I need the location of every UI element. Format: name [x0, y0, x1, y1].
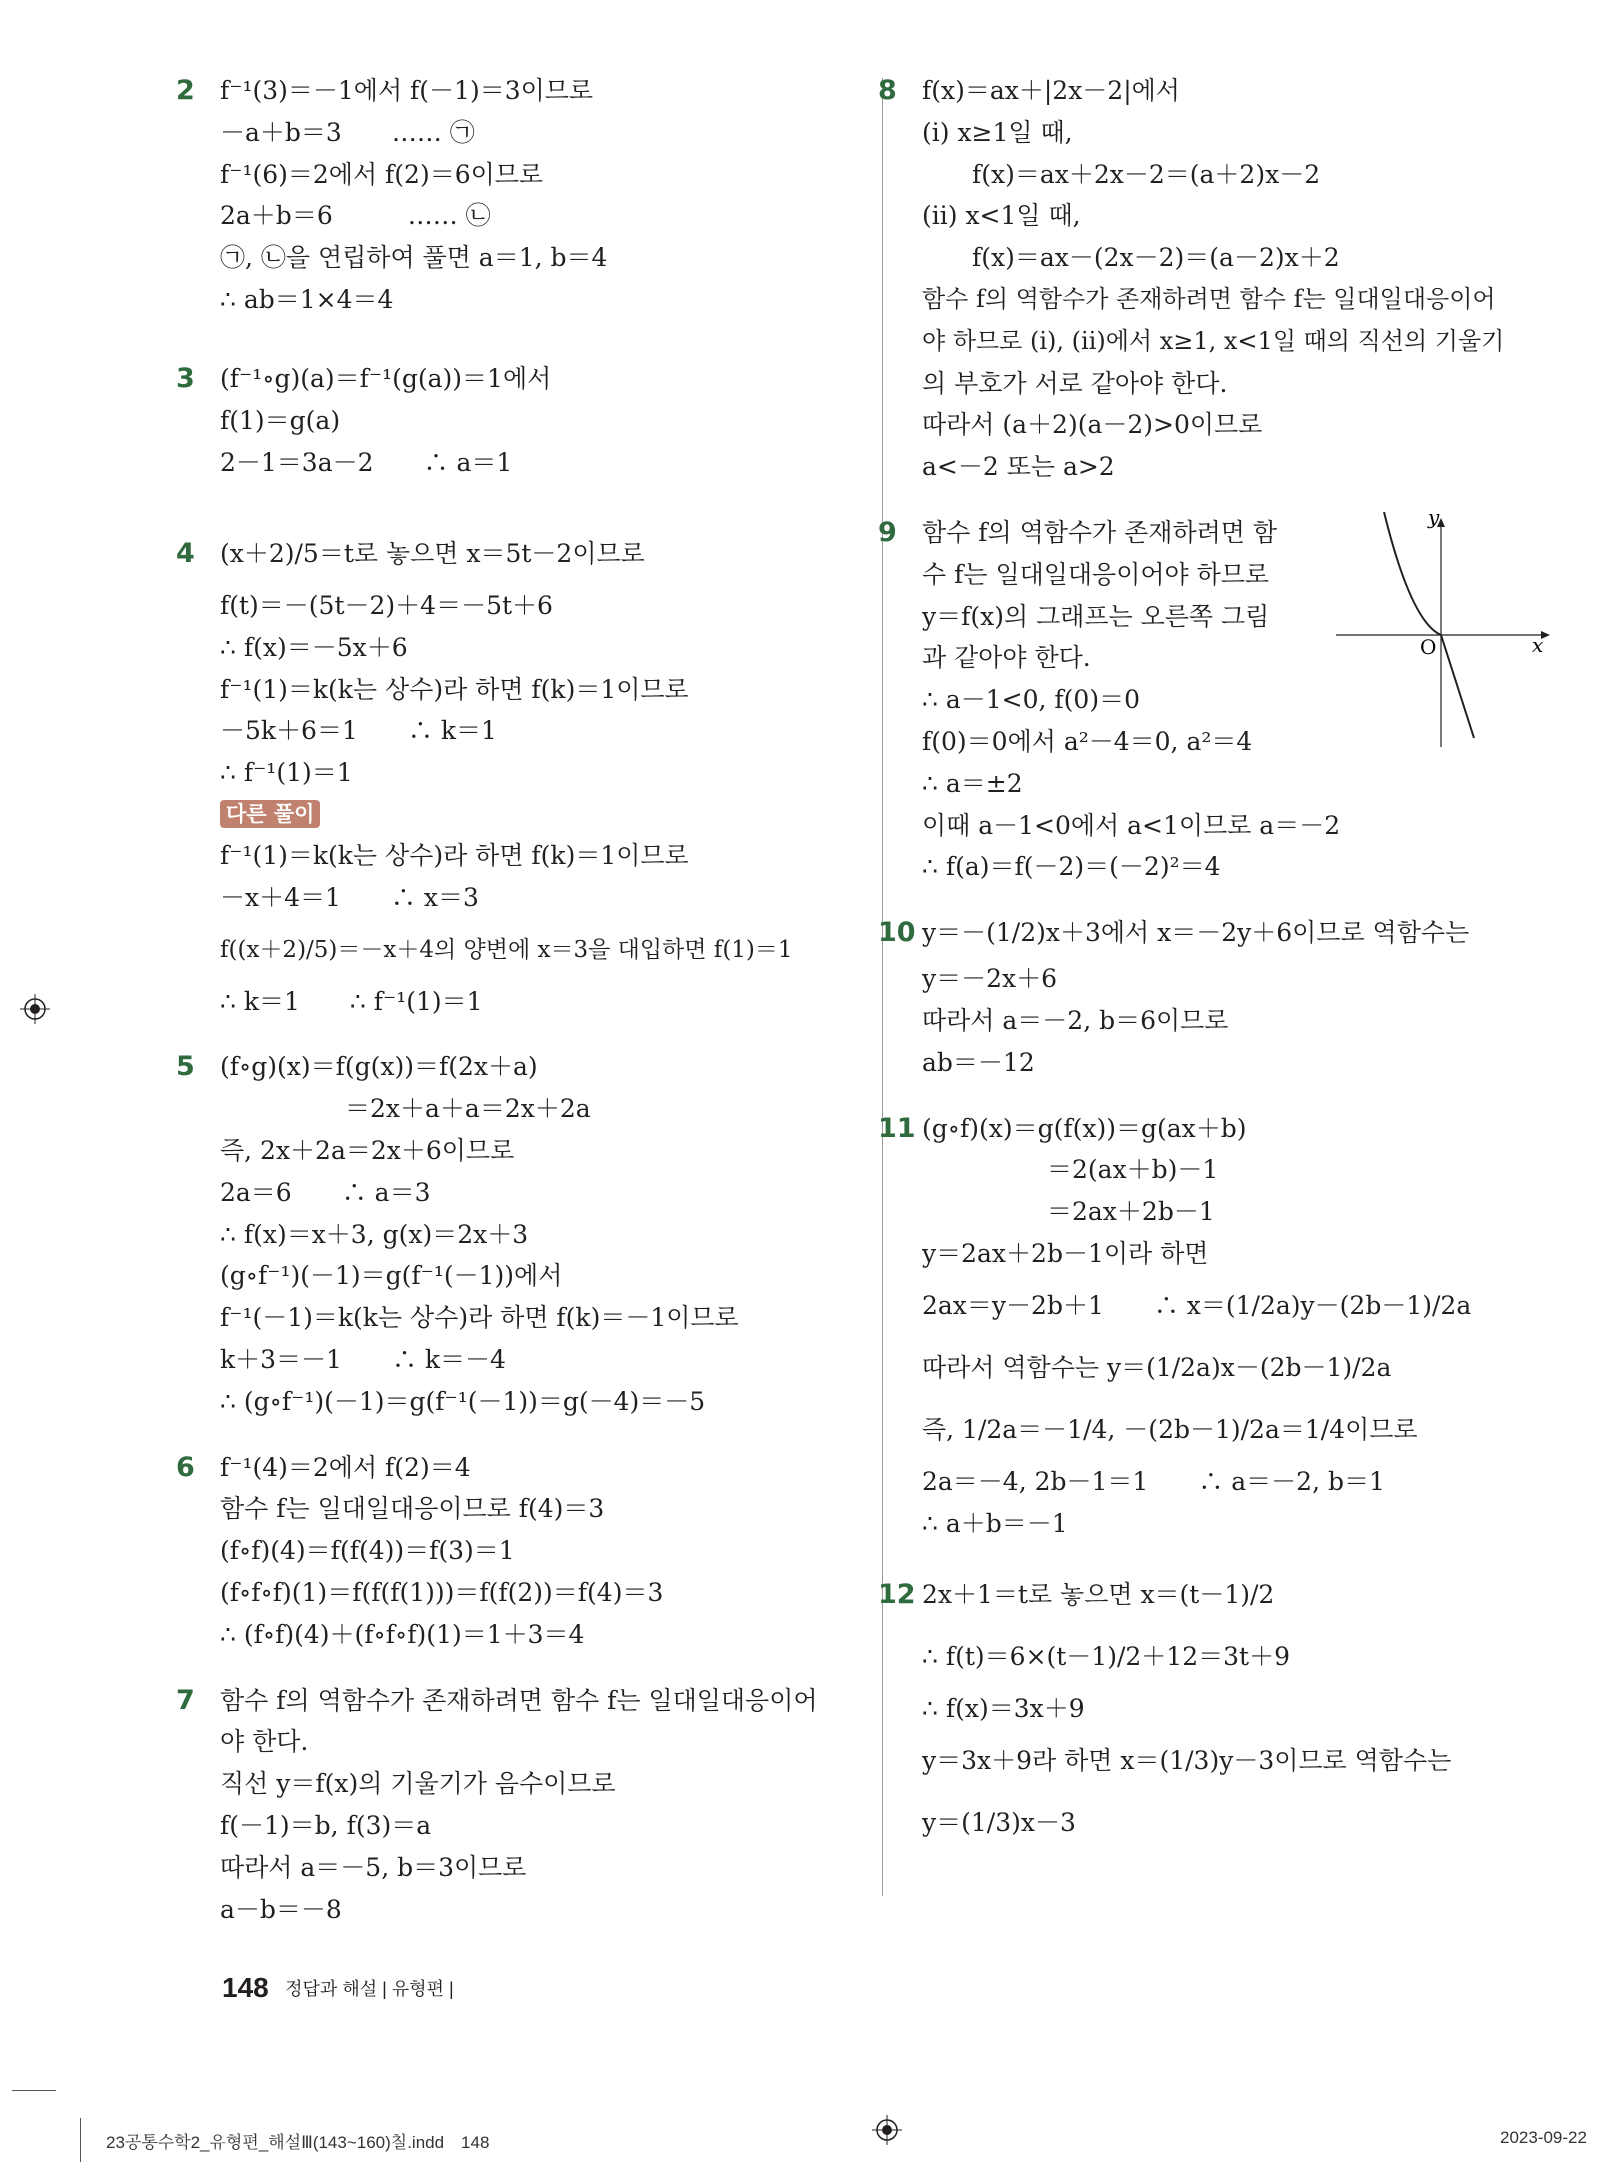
problem-number: 4	[176, 538, 195, 569]
solution-line: ∴ f(t)＝6×(t－1)/2＋12＝3t＋9	[922, 1642, 1290, 1672]
solution-line: 2－1＝3a－2 ∴ a＝1	[220, 447, 513, 477]
solution-line: 과 같아야 한다.	[922, 643, 1091, 673]
problem-11	[878, 1108, 1562, 1545]
solution-line: ＝2x＋a＋a＝2x＋2a	[220, 1094, 591, 1124]
problem-5	[176, 1046, 860, 1422]
solution-line: y＝(1/3)x－3	[922, 1808, 1076, 1838]
problem-7	[176, 1680, 860, 1931]
solution-line: 2a＝6 ∴ a＝3	[220, 1177, 431, 1207]
solution-line: ∴ (g∘f⁻¹)(－1)＝g(f⁻¹(－1))＝g(－4)＝－5	[220, 1386, 706, 1416]
solution-line: (f⁻¹∘g)(a)＝f⁻¹(g(a))＝1에서	[220, 364, 552, 393]
solution-line: y＝f(x)의 그래프는 오른쪽 그림	[922, 601, 1270, 631]
solution-line: (ⅱ) x<1일 때,	[922, 201, 1081, 231]
solution-line: 따라서 (a＋2)(a－2)>0이므로	[922, 410, 1263, 440]
solution-line: f⁻¹(－1)＝k(k는 상수)라 하면 f(k)＝－1이므로	[220, 1303, 739, 1333]
solution-line: ∴ f(x)＝－5x＋6	[220, 632, 408, 662]
solution-line: f(0)＝0에서 a²－4＝0, a²＝4	[922, 726, 1253, 756]
solution-line: ab＝－12	[922, 1047, 1035, 1077]
solution-line: 함수 f는 일대일대응이므로 f(4)＝3	[220, 1494, 605, 1524]
line-branch	[1441, 635, 1474, 738]
solution-line: f((x＋2)/5)＝－x＋4의 양변에 x＝3을 대입하면 f(1)＝1	[220, 936, 793, 963]
solution-line: (f∘f∘f)(1)＝f(f(f(1)))＝f(f(2))＝f(4)＝3	[220, 1577, 664, 1607]
solution-line: f(x)＝ax＋2x－2＝(a＋2)x－2	[922, 159, 1321, 189]
problem-number: 9	[878, 516, 897, 548]
solution-line: f⁻¹(4)＝2에서 f(2)＝4	[220, 1452, 471, 1482]
solution-line: f(t)＝－(5t－2)＋4＝－5t＋6	[220, 591, 553, 620]
page-number: 148	[222, 1972, 269, 2003]
solution-line: －5k＋6＝1 ∴ k＝1	[220, 716, 497, 746]
crop-mark	[12, 2090, 56, 2091]
solution-line: 함수 f의 역함수가 존재하려면 함수 f는 일대일대응이어	[922, 284, 1496, 313]
solution-line: (x＋2)/5＝t로 놓으면 x＝5t－2이므로	[220, 539, 645, 568]
y-axis-label: y	[1428, 512, 1440, 529]
solution-line: y＝－(1/2)x＋3에서 x＝－2y＋6이므로 역함수는	[922, 918, 1470, 948]
solution-line: －a＋b＝3 …… ㉠	[220, 117, 475, 147]
solution-line: y＝2ax＋2b－1이라 하면	[922, 1238, 1209, 1268]
problem-number: 8	[878, 75, 897, 106]
solution-line: ＝2(ax＋b)－1	[922, 1155, 1219, 1185]
solution-line: 2a＋b＝6 …… ㉡	[220, 201, 491, 231]
alternate-solution-badge: 다른 풀이	[220, 800, 320, 828]
print-slug-date: 2023-09-22	[1500, 2128, 1587, 2147]
solution-line: (ⅰ) x≥1일 때,	[922, 117, 1073, 147]
solution-line: 직선 y＝f(x)의 기울기가 음수이므로	[220, 1769, 616, 1799]
problem-number: 2	[176, 75, 195, 106]
solution-line: (f∘f)(4)＝f(f(4))＝f(3)＝1	[220, 1536, 515, 1566]
problem-12	[878, 1564, 1562, 1854]
solution-line: 야 한다.	[220, 1727, 309, 1757]
parabola-branch	[1384, 512, 1441, 635]
solution-line: f(－1)＝b, f(3)＝a	[220, 1810, 432, 1840]
solution-line: (f∘g)(x)＝f(g(x))＝f(2x＋a)	[220, 1052, 538, 1082]
problem-number: 10	[878, 917, 916, 949]
solution-line: 2a＝－4, 2b－1＝1 ∴ a＝－2, b＝1	[922, 1466, 1385, 1496]
solution-line: 따라서 a＝－2, b＝6이므로	[922, 1005, 1229, 1035]
problem-number: 5	[176, 1051, 195, 1083]
solution-line: 2x＋1＝t로 놓으면 x＝(t－1)/2	[922, 1580, 1275, 1610]
registration-mark-icon	[872, 2115, 902, 2145]
registration-mark-icon	[20, 994, 50, 1024]
solution-line: ∴ a＝±2	[922, 768, 1023, 798]
solution-line: 야 하므로 (ⅰ), (ⅱ)에서 x≥1, x<1일 때의 직선의 기울기	[922, 326, 1505, 355]
solution-line: a－b＝－8	[220, 1894, 342, 1924]
crop-mark	[80, 2118, 81, 2162]
problem-number: 6	[176, 1451, 195, 1483]
solution-line: ∴ f(x)＝x＋3, g(x)＝2x＋3	[220, 1219, 529, 1249]
solution-line: ㉠, ㉡을 연립하여 풀면 a＝1, b＝4	[220, 243, 608, 273]
solution-line: k＋3＝－1 ∴ k＝－4	[220, 1344, 506, 1374]
solution-line: ∴ a－1<0, f(0)＝0	[922, 685, 1140, 715]
page-footer	[222, 1972, 454, 2004]
problem-number: 3	[176, 363, 195, 394]
problem-4	[176, 523, 860, 1022]
left-column	[176, 70, 860, 1930]
solution-line: f(1)＝g(a)	[220, 405, 341, 435]
solution-line: 즉, 1/2a＝－1/4, －(2b－1)/2a＝1/4이므로	[922, 1414, 1418, 1444]
solution-line: f⁻¹(3)＝－1에서 f(－1)＝3이므로	[220, 76, 594, 105]
solution-line: (g∘f)(x)＝g(f(x))＝g(ax＋b)	[922, 1113, 1247, 1143]
problem-number: 11	[878, 1112, 916, 1144]
solution-line: f(x)＝ax＋|2x－2|에서	[922, 76, 1180, 105]
solution-line: (g∘f⁻¹)(－1)＝g(f⁻¹(－1))에서	[220, 1261, 563, 1291]
solution-line: ∴ (f∘f)(4)＋(f∘f∘f)(1)＝1＋3＝4	[220, 1619, 585, 1649]
solution-line: f⁻¹(1)＝k(k는 상수)라 하면 f(k)＝1이므로	[220, 674, 689, 704]
solution-line: 2ax＝y－2b＋1 ∴ x＝(1/2a)y－(2b－1)/2a	[922, 1290, 1472, 1320]
problem-10	[878, 908, 1562, 1083]
problem-2	[176, 70, 860, 320]
problem-number: 12	[878, 1579, 916, 1611]
solution-line: 따라서 a＝－5, b＝3이므로	[220, 1852, 527, 1882]
solution-line: 수 f는 일대일대응이어야 하므로	[922, 559, 1270, 589]
solution-line: 따라서 역함수는 y＝(1/2a)x－(2b－1)/2a	[922, 1352, 1392, 1382]
right-column	[878, 70, 1562, 1854]
print-slug-file: 23공통수학2_유형편_해설Ⅲ(143~160)칠.indd 148	[106, 2133, 490, 2152]
solution-line: 함수 f의 역함수가 존재하려면 함수 f는 일대일대응이어	[220, 1685, 818, 1715]
solution-line: f⁻¹(1)＝k(k는 상수)라 하면 f(k)＝1이므로	[220, 840, 689, 870]
x-axis-label: x	[1532, 633, 1544, 657]
solution-line: 의 부호가 서로 같아야 한다.	[922, 368, 1228, 398]
solution-line: ∴ a＋b＝－1	[922, 1508, 1068, 1538]
solution-line: ＝2ax＋2b－1	[922, 1197, 1215, 1227]
solution-line: 이때 a－1<0에서 a<1이므로 a＝－2	[922, 810, 1341, 840]
solution-line: ∴ f(a)＝f(－2)＝(－2)²＝4	[922, 852, 1221, 882]
solution-line: y＝－2x＋6	[922, 964, 1058, 994]
solution-line: ∴ f(x)＝3x＋9	[922, 1694, 1085, 1724]
solution-line: 함수 f의 역함수가 존재하려면 함	[922, 517, 1277, 547]
problem-6	[176, 1447, 860, 1656]
solution-line: ∴ f⁻¹(1)＝1	[220, 758, 353, 788]
origin-label: O	[1420, 635, 1437, 659]
solution-line: ∴ k＝1 ∴ f⁻¹(1)＝1	[220, 986, 483, 1016]
problem-8	[878, 70, 1562, 488]
solution-line: y＝3x＋9라 하면 x＝(1/3)y－3이므로 역함수는	[922, 1746, 1452, 1776]
function-graph	[1336, 512, 1556, 752]
problem-3	[176, 358, 860, 513]
solution-line: f⁻¹(6)＝2에서 f(2)＝6이므로	[220, 159, 544, 189]
solution-line: ∴ ab＝1×4＝4	[220, 284, 394, 314]
problem-number: 7	[176, 1684, 195, 1716]
footer-title: 정답과 해설 | 유형편 |	[285, 1979, 454, 1999]
solution-line: －x＋4＝1 ∴ x＝3	[220, 882, 479, 912]
solution-line: 즉, 2x＋2a＝2x＋6이므로	[220, 1135, 515, 1165]
solution-line: f(x)＝ax－(2x－2)＝(a－2)x＋2	[922, 243, 1340, 273]
solution-line: a<－2 또는 a>2	[922, 452, 1115, 482]
